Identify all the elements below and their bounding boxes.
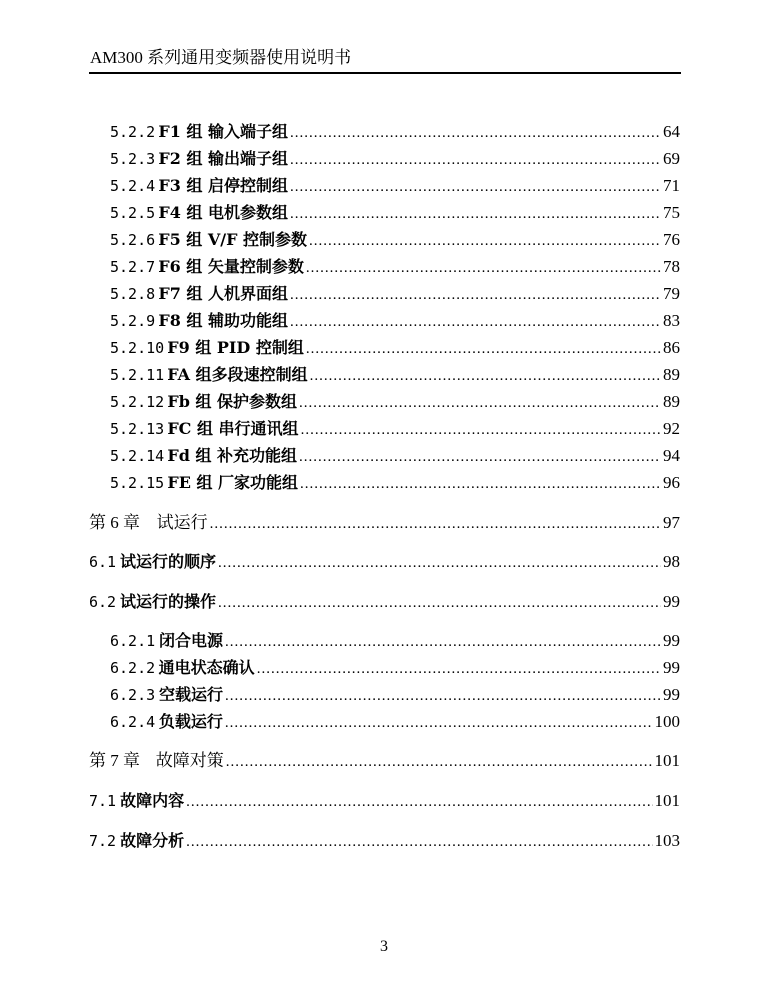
toc-entry-title: F6 组 矢量控制参数 [158,257,304,276]
dot-leader [299,392,661,414]
toc-entry-number: 6.2.1 [110,632,156,650]
page-header: AM300 系列通用变频器使用说明书 [90,48,352,67]
dot-leader [301,419,661,441]
dot-leader [210,513,661,535]
toc-entry[interactable] [110,418,680,440]
toc-entry[interactable] [110,175,680,197]
toc-entry-page: 99 [663,592,680,611]
toc-entry-number: 5.2.7 [110,258,156,276]
toc-entry-number: 6.2 [89,593,117,611]
toc-entry[interactable] [110,630,680,652]
toc-entry-title: FC 组 串行通讯组 [167,419,299,438]
page-number: 3 [380,938,388,955]
toc-entry-page: 79 [663,284,680,303]
toc-entry[interactable] [110,684,680,706]
toc-entry[interactable] [110,337,680,359]
toc-entry-number: 7.1 [89,792,117,810]
toc-entry-page: 64 [663,122,680,141]
header-rule [89,72,681,74]
toc-entry-title: F4 组 电机参数组 [158,203,289,222]
toc-entry-page: 101 [654,751,680,770]
toc-entry[interactable] [110,202,680,224]
dot-leader [186,791,652,813]
toc-entry-title: 空载运行 [158,685,223,704]
toc-entry[interactable] [89,551,680,573]
toc-entry-number: 5.2.9 [110,312,156,330]
toc-entry-number: 6.2.3 [110,686,156,704]
dot-leader [290,176,661,198]
toc-entry[interactable] [89,790,680,812]
toc-entry-number: 第 7 章 [89,751,140,770]
toc-entry[interactable] [110,364,680,386]
toc-entry[interactable] [89,512,680,534]
dot-leader [290,311,661,333]
toc-entry-page: 99 [663,631,680,650]
toc-entry-page: 71 [663,176,680,195]
toc-entry-number: 5.2.5 [110,204,156,222]
toc-entry-page: 99 [663,685,680,704]
toc-entry[interactable] [110,445,680,467]
dot-leader [290,122,661,144]
toc-entry[interactable] [110,283,680,305]
toc-entry-number: 5.2.15 [110,474,165,492]
toc-entry-page: 89 [663,365,680,384]
toc-entry-page: 69 [663,149,680,168]
toc-entry-title: F9 组 PID 控制组 [167,338,304,357]
toc-entry[interactable] [110,256,680,278]
toc-entry-title: F2 组 输出端子组 [158,149,289,168]
toc-entry-number: 5.2.12 [110,393,165,411]
toc-entry-page: 99 [663,658,680,677]
toc-entry-title: 故障分析 [120,831,185,850]
toc-entry-number: 5.2.13 [110,420,165,438]
toc-entry-page: 75 [663,203,680,222]
toc-entry[interactable] [89,830,680,852]
toc-entry-number: 第 6 章 [89,513,140,532]
dot-leader [225,631,661,653]
toc-entry-number: 5.2.6 [110,231,156,249]
toc-entry-number: 5.2.2 [110,123,156,141]
dot-leader [290,284,661,306]
toc-entry-page: 100 [654,712,680,731]
toc-entry-title: Fd 组 补充功能组 [167,446,298,465]
toc-entry-title: F8 组 辅助功能组 [158,311,289,330]
dot-leader [290,203,661,225]
dot-leader [310,365,661,387]
toc-entry-title: 闭合电源 [158,631,223,650]
toc-entry-title: F7 组 人机界面组 [158,284,289,303]
toc-entry-title: 通电状态确认 [158,658,255,677]
toc-entry-page: 83 [663,311,680,330]
toc-entry-number: 6.2.2 [110,659,156,677]
dot-leader [306,257,661,279]
toc-entry-page: 101 [654,791,680,810]
toc-entry-title: FE 组 厂家功能组 [167,473,299,492]
toc-entry[interactable] [110,310,680,332]
toc-entry-page: 78 [663,257,680,276]
toc-entry[interactable] [110,121,680,143]
toc-entry[interactable] [110,657,680,679]
toc-entry[interactable] [110,472,680,494]
toc-entry-title: F3 组 启停控制组 [158,176,289,195]
dot-leader [218,552,661,574]
toc-entry-title: 试运行的顺序 [119,552,216,571]
toc-entry-page: 103 [654,831,680,850]
toc-entry-title: 负载运行 [158,712,223,731]
dot-leader [186,831,652,853]
dot-leader [290,149,661,171]
toc-entry-page: 76 [663,230,680,249]
dot-leader [218,592,661,614]
toc-entry-page: 89 [663,392,680,411]
toc-entry[interactable] [110,229,680,251]
dot-leader [225,712,653,734]
toc-entry[interactable] [110,148,680,170]
toc-entry-title: FA 组多段速控制组 [167,365,308,384]
toc-entry-title: 故障对策 [155,751,224,770]
toc-entry-title: F5 组 V/F 控制参数 [158,230,308,249]
toc-entry-page: 98 [663,552,680,571]
toc-entry-number: 6.1 [89,553,117,571]
toc-entry-number: 5.2.4 [110,177,156,195]
toc-entry-number: 6.2.4 [110,713,156,731]
toc-entry-title: 故障内容 [120,791,185,810]
dot-leader [257,658,661,680]
toc-entry-number: 5.2.11 [110,366,165,384]
toc-entry-title: F1 组 输入端子组 [158,122,289,141]
toc-entry-page: 96 [663,473,680,492]
toc-entry-title: 试运行的操作 [119,592,216,611]
dot-leader [309,230,661,252]
toc-entry-title: Fb 组 保护参数组 [167,392,298,411]
toc-entry-page: 94 [663,446,680,465]
toc-entry-number: 7.2 [89,832,117,850]
dot-leader [225,685,661,707]
dot-leader [226,751,653,773]
toc-entry-number: 5.2.3 [110,150,156,168]
dot-leader [306,338,661,360]
toc-entry-page: 86 [663,338,680,357]
dot-leader [300,473,661,495]
toc-entry-page: 92 [663,419,680,438]
toc-entry[interactable] [110,391,680,413]
toc-entry[interactable] [89,591,680,613]
dot-leader [299,446,661,468]
toc-entry-page: 97 [663,513,680,532]
toc-entry[interactable] [110,711,680,733]
toc-entry-number: 5.2.8 [110,285,156,303]
toc-entry-number: 5.2.14 [110,447,165,465]
toc-entry-title: 试运行 [156,513,208,532]
toc-entry[interactable] [89,750,680,772]
toc-entry-number: 5.2.10 [110,339,165,357]
